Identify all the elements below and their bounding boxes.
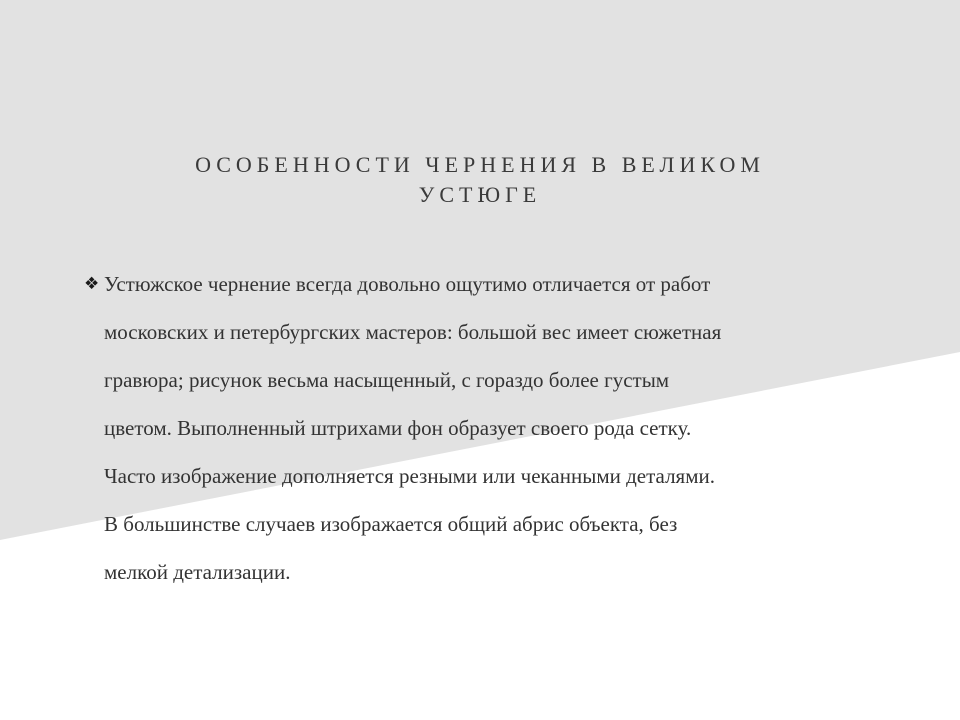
- slide-title: [110, 150, 850, 210]
- slide-title-line-2: УСТЮГЕ: [418, 182, 542, 207]
- bullet-line-3: гравюра; рисунок весьма насыщенный, с гораздо более густым: [104, 368, 670, 392]
- slide-content: [84, 260, 884, 596]
- bullet-line-6: В большинстве случаев изображается общий абрис объекта, без: [104, 512, 678, 536]
- bullet-text: [104, 260, 884, 596]
- bullet-line-7: мелкой детализации.: [104, 560, 291, 584]
- bullet-line-1: Устюжское чернение всегда довольно ощутимо отличается от работ: [104, 272, 711, 296]
- diamond-quad-bullet-icon: ❖: [84, 274, 100, 294]
- bullet-item: [84, 260, 884, 596]
- bullet-line-2: московских и петербургских мастеров: большой вес имеет сюжетная: [104, 320, 722, 344]
- bullet-line-5: Часто изображение дополняется резными или чеканными деталями.: [104, 464, 715, 488]
- slide-title-line-1: ОСОБЕННОСТИ ЧЕРНЕНИЯ В ВЕЛИКОМ: [195, 152, 765, 177]
- bullet-line-4: цветом. Выполненный штрихами фон образует своего рода сетку.: [104, 416, 692, 440]
